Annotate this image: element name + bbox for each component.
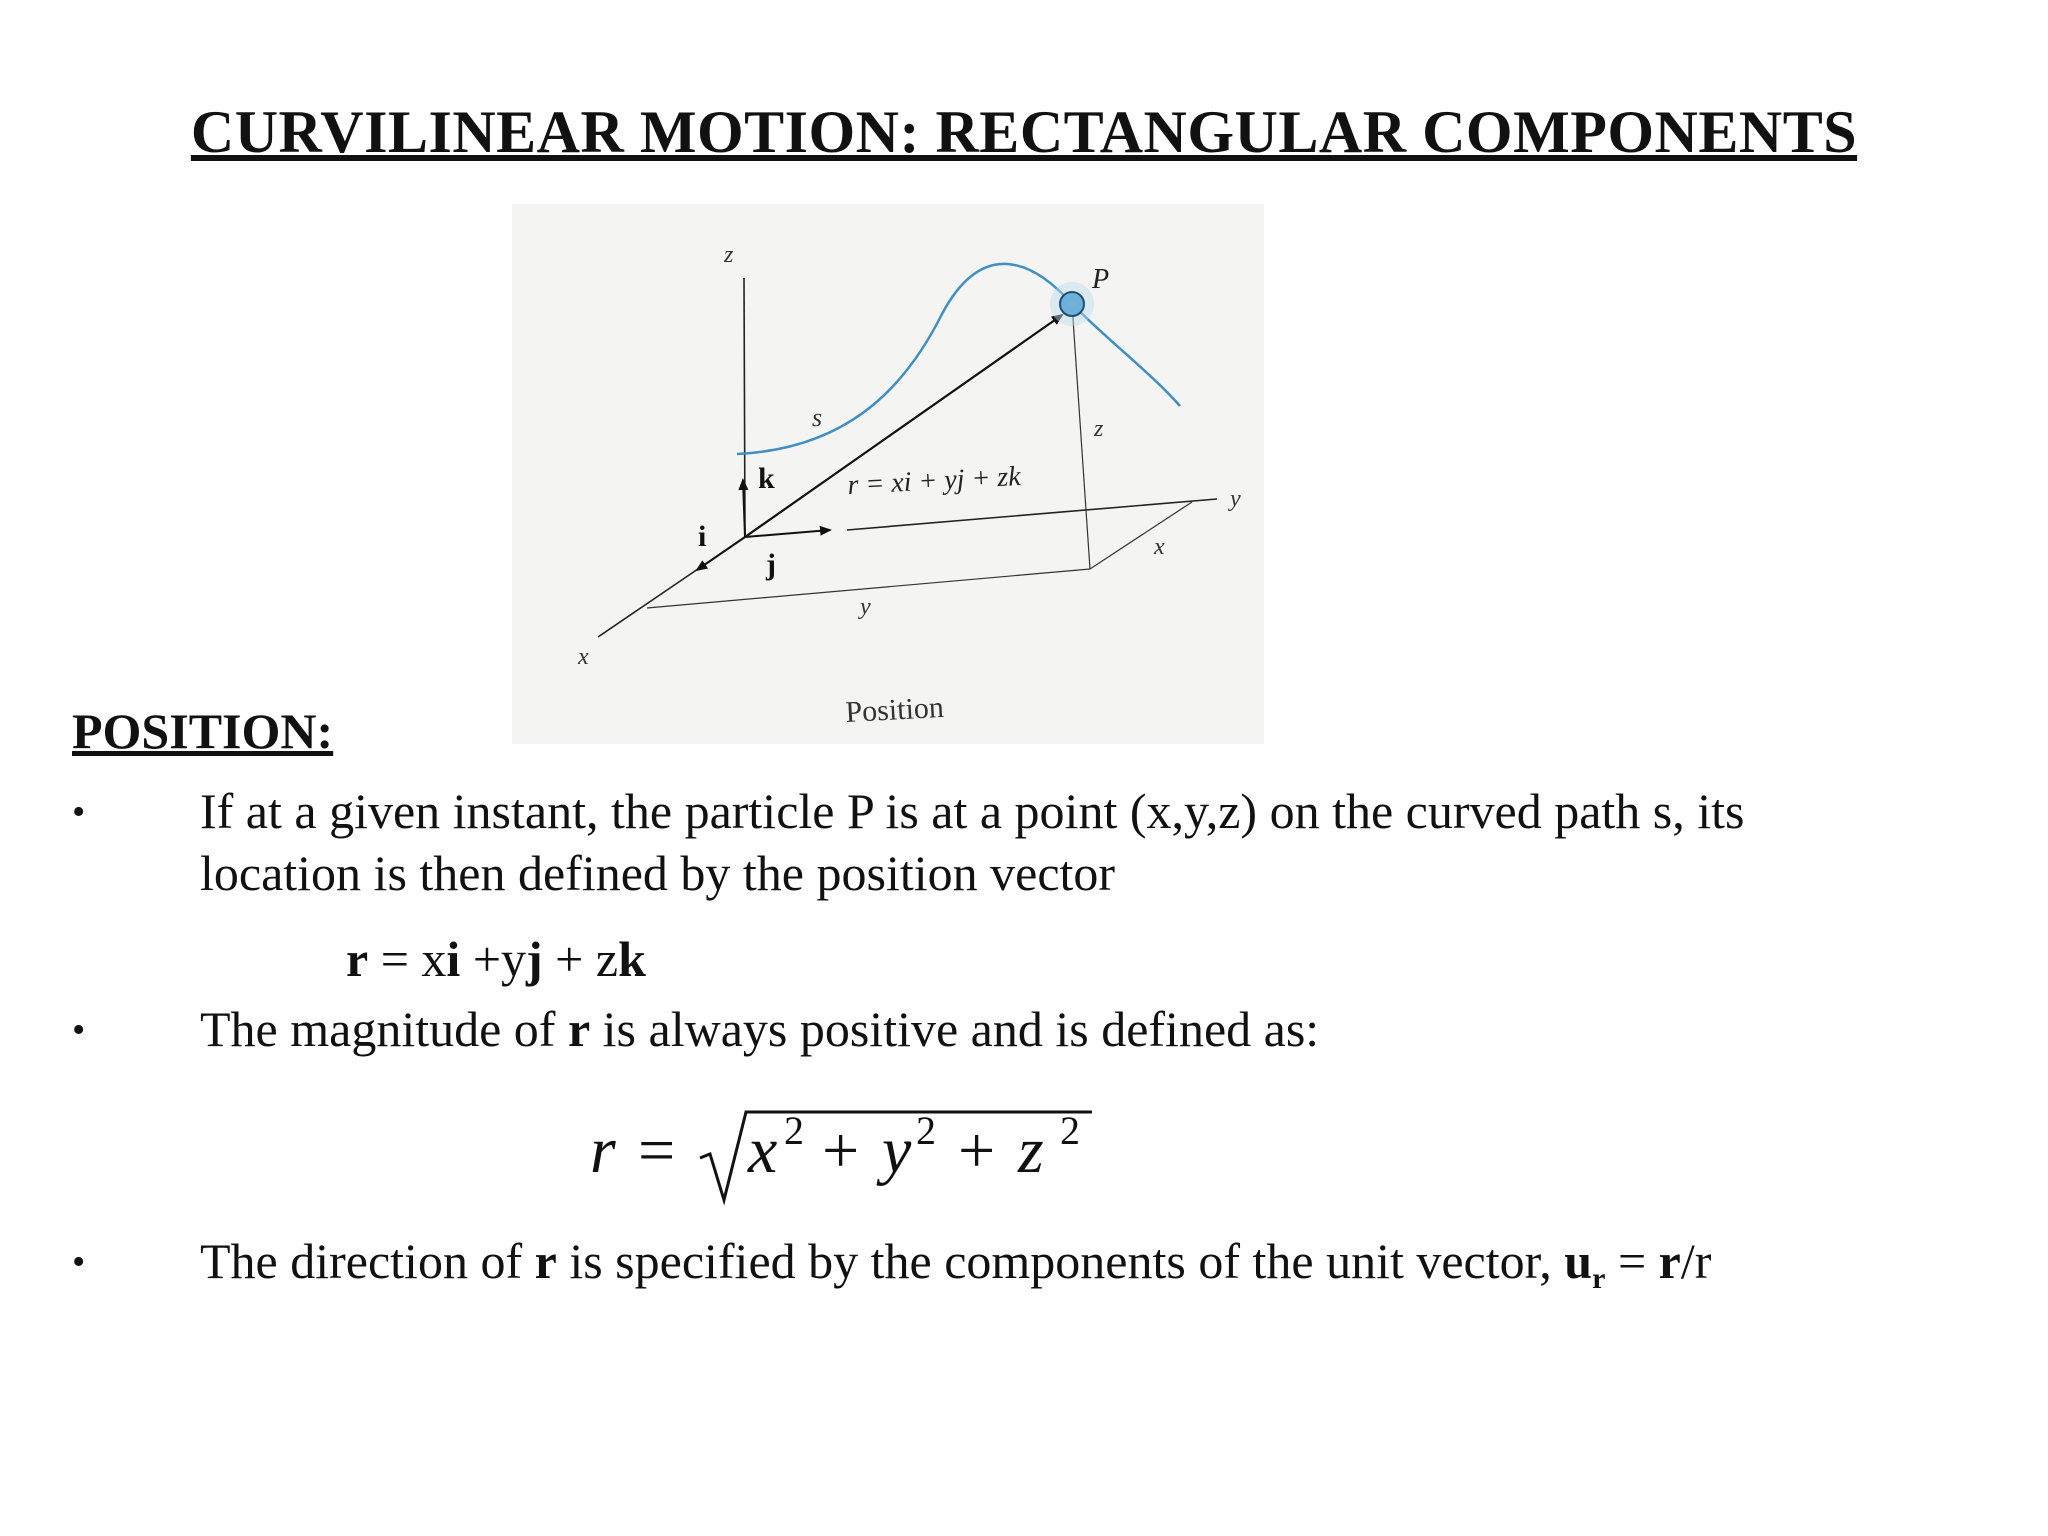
eq2-y-exp: 2 <box>916 1108 936 1153</box>
magnitude-equation <box>560 1100 1120 1235</box>
position-figure <box>512 204 1264 744</box>
eq1-r: r <box>346 931 369 987</box>
eq2-x-exp: 2 <box>784 1108 804 1153</box>
eq2-plus2: + <box>958 1114 996 1187</box>
bullet3-u: u <box>1564 1233 1593 1289</box>
position-vector-equation <box>346 930 646 988</box>
bullet2-pre: The magnitude of <box>200 1001 568 1057</box>
position-diagram <box>512 204 1264 744</box>
label-z-axis: z <box>724 242 734 268</box>
bullet3-post: /r <box>1680 1233 1712 1289</box>
eq2-x: x <box>748 1114 778 1187</box>
bullet3-mid: is specified by the components of the unit vector, <box>556 1233 1565 1289</box>
bullet3-sub: r <box>1592 1262 1606 1295</box>
eq1-eq: = x <box>368 931 447 987</box>
curved-path <box>737 264 1180 454</box>
label-z-dim: z <box>1094 416 1104 442</box>
bullet1-text <box>200 780 1744 904</box>
label-vector: r = xi + yj + zk <box>846 460 1022 501</box>
eq2-equals: = <box>638 1114 676 1187</box>
section-heading: POSITION: <box>72 703 334 759</box>
bullet2-post: is always positive and is defined as: <box>590 1001 1320 1057</box>
label-y-axis: y <box>1230 486 1241 512</box>
eq1-k: k <box>618 931 646 987</box>
bullet3-bold1: r <box>534 1233 557 1289</box>
eq1-plus-y: +y <box>460 931 527 987</box>
ground-edge-right <box>1090 502 1192 569</box>
bullet3-text <box>200 1230 1711 1310</box>
bullet2-bold: r <box>567 1001 591 1057</box>
j-vector <box>745 530 830 537</box>
particle-p <box>1060 292 1084 316</box>
y-axis <box>847 499 1217 530</box>
label-s: s <box>812 403 823 432</box>
bullet1-line2: location is then defined by the position vector <box>200 845 1116 901</box>
bullet-marker: • <box>72 1009 86 1051</box>
slide-title: CURVILINEAR MOTION: RECTANGULAR COMPONENTS <box>190 99 1858 165</box>
eq2-lhs: r <box>590 1114 616 1187</box>
label-y-dim: y <box>860 594 871 620</box>
eq2-z: z <box>1018 1114 1044 1187</box>
magnitude-formula <box>560 1100 1120 1230</box>
eq2-plus1: + <box>822 1114 860 1187</box>
label-j: j <box>766 548 776 581</box>
label-k: k <box>758 462 775 495</box>
eq1-i: i <box>446 931 461 987</box>
eq2-z-exp: 2 <box>1060 1108 1080 1153</box>
label-x-dim: x <box>1154 534 1165 560</box>
label-p: P <box>1092 264 1110 295</box>
label-i: i <box>698 520 707 553</box>
bullet-marker: • <box>72 1241 86 1283</box>
bullet3-pre: The direction of <box>200 1233 535 1289</box>
bullet1-line1: If at a given instant, the particle P is at a point (x,y,z) on the curved path s, its <box>200 783 1745 839</box>
label-x-axis: x <box>578 644 589 670</box>
figure-caption: Position <box>844 690 945 729</box>
bullet3-eq: = <box>1605 1233 1659 1289</box>
bullet-marker: • <box>72 791 86 833</box>
z-height-line <box>1072 304 1090 569</box>
eq1-j: j <box>526 931 543 987</box>
position-vector <box>745 315 1062 537</box>
bullet2-text <box>200 998 1319 1060</box>
eq2-y: y <box>882 1114 912 1187</box>
eq1-plus-z: + z <box>542 931 619 987</box>
bullet3-bold2: r <box>1658 1233 1681 1289</box>
